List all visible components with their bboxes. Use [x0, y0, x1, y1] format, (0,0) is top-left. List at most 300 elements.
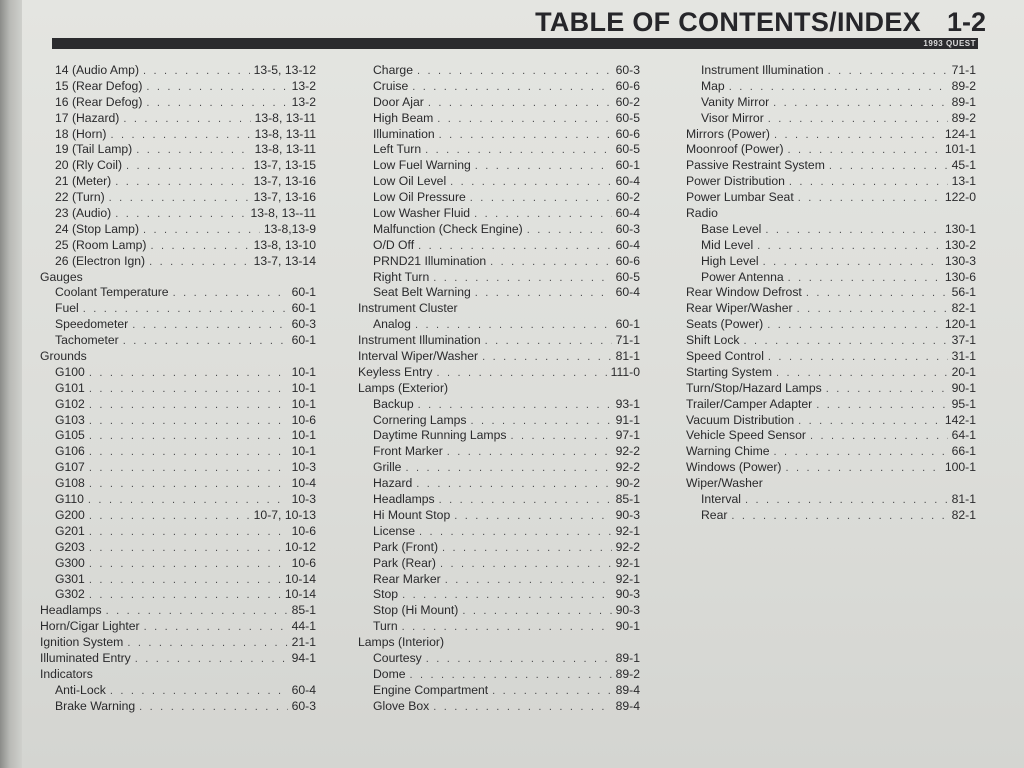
entry-label: Low Oil Level	[373, 174, 447, 189]
entry-label: Map	[701, 78, 725, 93]
entry-label: G110	[55, 492, 84, 507]
leader-dots	[492, 684, 611, 700]
entry-page-ref: 37-1	[951, 333, 976, 348]
leader-dots	[475, 286, 612, 302]
index-entry	[358, 651, 640, 667]
entry-label: High Beam	[373, 110, 434, 125]
leader-dots	[416, 477, 611, 493]
entry-label: Front Marker	[373, 444, 443, 459]
index-entry	[358, 603, 640, 619]
entry-page-ref: 92-1	[615, 555, 640, 570]
entry-page-ref: 130-6	[944, 269, 976, 284]
index-heading	[686, 476, 976, 492]
entry-page-ref: 130-1	[944, 221, 976, 236]
index-entry	[40, 540, 316, 556]
index-entry	[40, 699, 316, 715]
index-entry	[40, 556, 316, 572]
index-entry	[40, 63, 316, 79]
entry-page-ref: 60-5	[615, 142, 640, 157]
index-entry	[686, 381, 976, 397]
entry-page-ref: 60-1	[291, 285, 316, 300]
leader-dots	[474, 207, 612, 223]
leader-dots	[132, 318, 287, 334]
leader-dots	[765, 223, 941, 239]
entry-page-ref: 94-1	[291, 650, 316, 665]
leader-dots	[115, 207, 246, 223]
entry-label: Low Fuel Warning	[373, 158, 471, 173]
entry-page-ref: 89-4	[615, 698, 640, 713]
entry-page-ref: 60-4	[291, 682, 316, 697]
entry-label: Engine Compartment	[373, 682, 489, 697]
index-entry	[358, 174, 640, 190]
entry-page-ref: 90-1	[951, 380, 976, 395]
leader-dots	[419, 525, 612, 541]
entry-page-ref: 10-1	[291, 428, 316, 443]
entry-label: Rear Marker	[373, 571, 441, 586]
index-entry	[686, 222, 976, 238]
entry-page-ref: 13-7, 13-14	[253, 253, 316, 268]
entry-page-ref: 89-2	[615, 666, 640, 681]
index-column-1	[40, 63, 316, 715]
entry-page-ref: 111-0	[610, 364, 640, 379]
index-entry	[686, 317, 976, 333]
entry-label: 16 (Rear Defog)	[55, 94, 143, 109]
entry-label: Glove Box	[373, 698, 430, 713]
entry-page-ref: 13-8, 13-11	[254, 142, 316, 157]
index-entry	[40, 333, 316, 349]
entry-label: 24 (Stop Lamp)	[55, 221, 140, 236]
leader-dots	[433, 271, 611, 287]
entry-label: Vehicle Speed Sensor	[686, 428, 806, 443]
entry-page-ref: 13-8, 13--11	[250, 206, 316, 221]
index-entry	[358, 460, 640, 476]
leader-dots	[89, 414, 288, 430]
entry-page-ref: 13-8, 13-10	[253, 237, 316, 252]
entry-label: Speed Control	[686, 349, 764, 364]
entry-label: Horn/Cigar Lighter	[40, 619, 140, 634]
entry-label: Mid Level	[701, 237, 754, 252]
entry-page-ref: 124-1	[944, 126, 976, 141]
index-heading	[40, 270, 316, 286]
leader-dots	[417, 64, 612, 80]
leader-dots	[150, 239, 249, 255]
leader-dots	[433, 700, 611, 716]
leader-dots	[173, 286, 288, 302]
entry-label: 14 (Audio Amp)	[55, 63, 140, 77]
index-entry	[686, 492, 976, 508]
entry-page-ref: 81-1	[951, 492, 976, 507]
entry-page-ref: 13-2	[291, 94, 316, 109]
leader-dots	[797, 302, 948, 318]
leader-dots	[786, 461, 941, 477]
entry-label: G102	[55, 396, 85, 411]
entry-page-ref: 10-6	[291, 523, 316, 538]
entry-page-ref: 89-1	[615, 650, 640, 665]
index-entry	[686, 142, 976, 158]
leader-dots	[405, 461, 611, 477]
entry-page-ref: 60-3	[615, 63, 640, 77]
index-entry	[358, 333, 640, 349]
entry-page-ref: 13-8, 13-11	[254, 110, 316, 125]
leader-dots	[729, 80, 948, 96]
entry-page-ref: 90-3	[615, 603, 640, 618]
index-entry	[40, 365, 316, 381]
entry-label: G203	[55, 539, 85, 554]
leader-dots	[439, 128, 612, 144]
entry-page-ref: 45-1	[951, 158, 976, 173]
entry-label: Backup	[373, 396, 414, 411]
entry-page-ref: 21-1	[291, 635, 316, 650]
leader-dots	[774, 445, 948, 461]
index-entry	[358, 190, 640, 206]
entry-page-ref: 89-2	[951, 78, 976, 93]
entry-page-ref: 10-4	[291, 476, 316, 491]
index-heading	[358, 301, 640, 317]
entry-label: 26 (Electron Ign)	[55, 253, 146, 268]
entry-label: 22 (Turn)	[55, 190, 105, 205]
leader-dots	[426, 652, 612, 668]
leader-dots	[106, 604, 288, 620]
index-entry	[686, 254, 976, 270]
index-column-3	[686, 63, 976, 524]
entry-label: Base Level	[701, 221, 762, 236]
entry-page-ref: 13-7, 13-16	[253, 174, 316, 189]
index-entry	[40, 524, 316, 540]
entry-label: Illuminated Entry	[40, 650, 131, 665]
entry-page-ref: 60-2	[615, 94, 640, 109]
entry-label: Trailer/Camper Adapter	[686, 396, 813, 411]
entry-label: Lamps (Interior)	[358, 635, 445, 650]
index-entry	[358, 524, 640, 540]
index-heading	[358, 635, 640, 651]
page-title: TABLE OF CONTENTS/INDEX	[535, 7, 921, 37]
index-entry	[40, 587, 316, 603]
leader-dots	[89, 557, 288, 573]
entry-page-ref: 60-3	[615, 221, 640, 236]
entry-label: 18 (Horn)	[55, 126, 107, 141]
entry-label: Ignition System	[40, 635, 124, 650]
index-entry	[686, 333, 976, 349]
index-entry	[40, 111, 316, 127]
entry-page-ref: 85-1	[615, 492, 640, 507]
index-entry	[358, 476, 640, 492]
entry-page-ref: 81-1	[615, 349, 640, 364]
entry-label: Stop (Hi Mount)	[373, 603, 459, 618]
index-entry	[686, 190, 976, 206]
index-entry	[686, 397, 976, 413]
leader-dots	[490, 255, 611, 271]
leader-dots	[816, 398, 947, 414]
entry-page-ref: 10-1	[291, 380, 316, 395]
entry-page-ref: 71-1	[951, 63, 976, 77]
entry-page-ref: 95-1	[951, 396, 976, 411]
entry-page-ref: 122-0	[944, 190, 976, 205]
entry-page-ref: 10-6	[291, 555, 316, 570]
index-entry	[358, 111, 640, 127]
entry-label: Turn	[373, 619, 398, 634]
index-entry	[358, 63, 640, 79]
entry-page-ref: 91-1	[615, 412, 640, 427]
entry-label: Power Antenna	[701, 269, 784, 284]
leader-dots	[788, 271, 941, 287]
entry-page-ref: 10-12	[284, 539, 316, 554]
leader-dots	[475, 159, 612, 175]
entry-page-ref: 10-3	[291, 492, 316, 507]
entry-label: Grille	[373, 460, 402, 475]
entry-label: Headlamps	[373, 492, 435, 507]
entry-page-ref: 60-5	[615, 110, 640, 125]
entry-page-ref: 60-3	[291, 698, 316, 713]
index-entry	[40, 190, 316, 206]
entry-label: Hazard	[373, 476, 413, 491]
index-entry	[686, 460, 976, 476]
index-entry	[358, 206, 640, 222]
entry-page-ref: 66-1	[951, 444, 976, 459]
index-heading	[40, 667, 316, 683]
leader-dots	[127, 636, 287, 652]
leader-dots	[485, 334, 612, 350]
leader-dots	[146, 96, 287, 112]
index-entry	[40, 158, 316, 174]
entry-label: Seat Belt Warning	[373, 285, 471, 300]
index-entry	[358, 238, 640, 254]
index-heading	[40, 349, 316, 365]
leader-dots	[89, 445, 288, 461]
entry-page-ref: 142-1	[944, 412, 976, 427]
index-entry	[686, 111, 976, 127]
model-tag: 1993 QUEST	[923, 39, 976, 48]
index-entry	[686, 301, 976, 317]
leader-dots	[146, 80, 287, 96]
entry-page-ref: 44-1	[291, 619, 316, 634]
entry-label: Courtesy	[373, 650, 422, 665]
entry-label: Fuel	[55, 301, 79, 316]
entry-label: G106	[55, 444, 85, 459]
leader-dots	[126, 159, 250, 175]
entry-page-ref: 56-1	[951, 285, 976, 300]
entry-label: G302	[55, 587, 85, 602]
leader-dots	[415, 318, 612, 334]
entry-page-ref: 100-1	[944, 460, 976, 475]
leader-dots	[774, 128, 941, 144]
leader-dots	[470, 191, 612, 207]
leader-dots	[425, 143, 611, 159]
entry-page-ref: 10-1	[291, 396, 316, 411]
entry-label: Hi Mount Stop	[373, 507, 451, 522]
entry-label: Tachometer	[55, 333, 119, 348]
entry-label: Cruise	[373, 78, 409, 93]
entry-page-ref: 130-2	[944, 237, 976, 252]
entry-label: G201	[55, 523, 85, 538]
leader-dots	[418, 239, 612, 255]
entry-label: G108	[55, 476, 85, 491]
leader-dots	[470, 414, 611, 430]
index-entry	[686, 63, 976, 79]
entry-label: Rear	[701, 507, 728, 522]
entry-page-ref: 89-4	[615, 682, 640, 697]
entry-label: Gauges	[40, 269, 83, 284]
index-entry	[40, 603, 316, 619]
leader-dots	[89, 509, 250, 525]
index-entry	[40, 95, 316, 111]
entry-page-ref: 60-6	[615, 126, 640, 141]
leader-dots	[810, 429, 948, 445]
leader-dots	[445, 573, 612, 589]
leader-dots	[123, 112, 250, 128]
index-entry	[358, 699, 640, 715]
leader-dots	[527, 223, 612, 239]
entry-label: O/D Off	[373, 237, 415, 252]
index-entry	[686, 413, 976, 429]
entry-label: G101	[55, 380, 85, 395]
entry-page-ref: 60-6	[615, 78, 640, 93]
index-entry	[358, 365, 640, 381]
entry-label: Park (Front)	[373, 539, 439, 554]
leader-dots	[773, 96, 947, 112]
entry-page-ref: 97-1	[615, 428, 640, 443]
entry-label: Charge	[373, 63, 413, 77]
entry-label: Cornering Lamps	[373, 412, 467, 427]
leader-dots	[829, 159, 948, 175]
leader-dots	[806, 286, 948, 302]
index-entry	[358, 540, 640, 556]
entry-label: High Level	[701, 253, 759, 268]
entry-label: G200	[55, 507, 85, 522]
leader-dots	[89, 525, 288, 541]
entry-page-ref: 82-1	[951, 507, 976, 522]
entry-label: 17 (Hazard)	[55, 110, 120, 125]
index-entry	[358, 222, 640, 238]
entry-page-ref: 13-1	[951, 174, 976, 189]
entry-page-ref: 120-1	[944, 317, 976, 332]
index-entry	[40, 142, 316, 158]
entry-label: 15 (Rear Defog)	[55, 78, 143, 93]
entry-label: Low Oil Pressure	[373, 190, 466, 205]
entry-label: Brake Warning	[55, 698, 136, 713]
entry-label: Power Lumbar Seat	[686, 190, 794, 205]
entry-page-ref: 92-1	[615, 523, 640, 538]
entry-label: Daytime Running Lamps	[373, 428, 507, 443]
entry-label: Visor Mirror	[701, 110, 764, 125]
entry-label: 20 (Rly Coil)	[55, 158, 123, 173]
entry-page-ref: 60-4	[615, 285, 640, 300]
leader-dots	[440, 557, 612, 573]
entry-label: 25 (Room Lamp)	[55, 237, 147, 252]
index-entry	[358, 158, 640, 174]
entry-label: G300	[55, 555, 85, 570]
entry-label: G301	[55, 571, 85, 586]
leader-dots	[410, 668, 612, 684]
index-entry	[686, 444, 976, 460]
index-entry	[686, 174, 976, 190]
leader-dots	[744, 334, 948, 350]
entry-page-ref: 60-2	[615, 190, 640, 205]
entry-page-ref: 60-4	[615, 237, 640, 252]
index-entry	[358, 683, 640, 699]
entry-label: Seats (Power)	[686, 317, 764, 332]
page-number: 1-2	[946, 7, 986, 37]
leader-dots	[89, 366, 288, 382]
index-entry	[358, 428, 640, 444]
leader-dots	[450, 175, 611, 191]
entry-label: 19 (Tail Lamp)	[55, 142, 133, 157]
leader-dots	[89, 461, 288, 477]
entry-page-ref: 10-3	[291, 460, 316, 475]
entry-page-ref: 93-1	[615, 396, 640, 411]
entry-label: Indicators	[40, 666, 93, 681]
leader-dots	[412, 80, 611, 96]
leader-dots	[439, 493, 612, 509]
leader-dots	[143, 64, 250, 80]
page-header	[22, 2, 986, 38]
entry-label: G107	[55, 460, 85, 475]
leader-dots	[89, 541, 281, 557]
leader-dots	[437, 112, 611, 128]
leader-dots	[454, 509, 611, 525]
entry-label: PRND21 Illumination	[373, 253, 487, 268]
leader-dots	[510, 429, 611, 445]
index-entry	[40, 460, 316, 476]
index-entry	[686, 428, 976, 444]
index-entry	[686, 127, 976, 143]
entry-page-ref: 60-1	[291, 333, 316, 348]
entry-label: Dome	[373, 666, 406, 681]
entry-page-ref: 60-3	[291, 317, 316, 332]
entry-page-ref: 92-2	[615, 539, 640, 554]
index-entry	[358, 667, 640, 683]
index-entry	[358, 444, 640, 460]
leader-dots	[768, 350, 948, 366]
entry-page-ref: 60-5	[615, 269, 640, 284]
entry-page-ref: 13-7, 13-16	[253, 190, 316, 205]
leader-dots	[402, 620, 612, 636]
index-entry	[40, 476, 316, 492]
index-entry	[40, 79, 316, 95]
index-entry	[358, 413, 640, 429]
leader-dots	[776, 366, 948, 382]
entry-page-ref: 10-1	[291, 444, 316, 459]
index-entry	[358, 397, 640, 413]
leader-dots	[89, 477, 288, 493]
leader-dots	[136, 143, 250, 159]
index-entry	[358, 508, 640, 524]
entry-page-ref: 10-1	[291, 364, 316, 379]
entry-page-ref: 13-7, 13-15	[253, 158, 316, 173]
header-rule	[52, 38, 978, 49]
index-entry	[358, 127, 640, 143]
index-entry	[40, 428, 316, 444]
index-entry	[40, 301, 316, 317]
entry-label: Shift Lock	[686, 333, 740, 348]
entry-label: Coolant Temperature	[55, 285, 169, 300]
entry-label: Starting System	[686, 364, 773, 379]
leader-dots	[88, 493, 288, 509]
entry-label: Keyless Entry	[358, 364, 433, 379]
index-entry	[358, 556, 640, 572]
entry-page-ref: 90-1	[615, 619, 640, 634]
entry-label: Radio	[686, 206, 718, 221]
entry-page-ref: 31-1	[951, 349, 976, 364]
index-entry	[358, 270, 640, 286]
entry-label: Instrument Illumination	[358, 333, 481, 348]
entry-label: Mirrors (Power)	[686, 126, 770, 141]
entry-page-ref: 10-7, 10-13	[253, 507, 316, 522]
leader-dots	[144, 620, 288, 636]
index-entry	[358, 587, 640, 603]
index-entry	[686, 285, 976, 301]
index-entry	[40, 222, 316, 238]
index-entry	[40, 127, 316, 143]
